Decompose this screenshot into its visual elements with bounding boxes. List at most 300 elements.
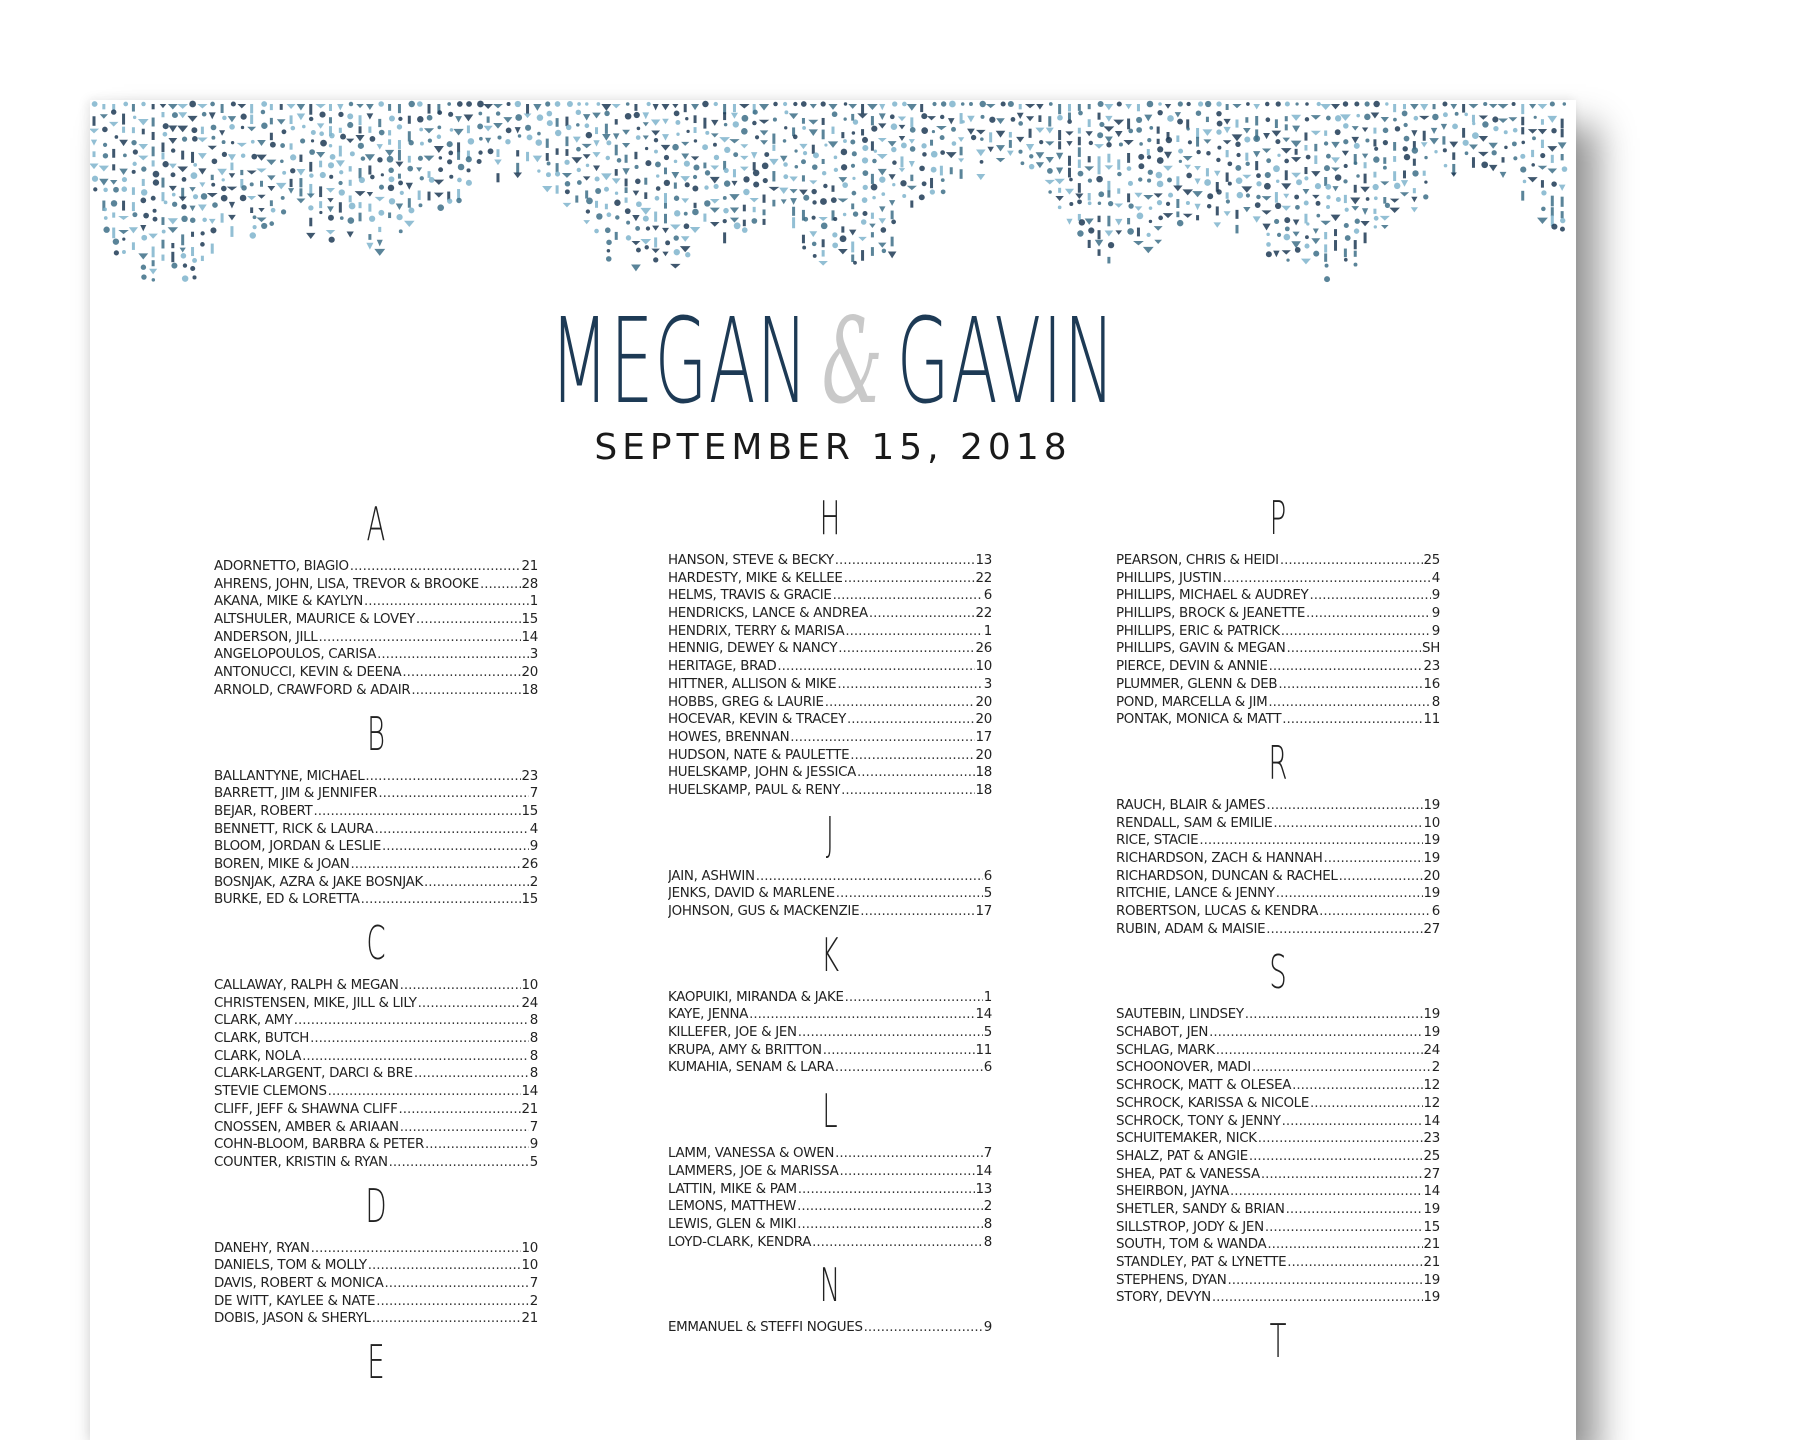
table-number: 15 [521, 803, 538, 819]
guest-entry [214, 821, 538, 839]
dot-leader [1266, 797, 1422, 815]
dot-leader [1249, 1148, 1423, 1166]
guest-name: DANEHY, RYAN [214, 1240, 310, 1256]
dot-leader [833, 587, 983, 605]
section-letter: H [819, 491, 841, 545]
dot-leader [1339, 868, 1423, 886]
guest-entry [1116, 711, 1440, 729]
table-number: 8 [529, 1048, 538, 1064]
guest-name: AKANA, MIKE & KAYLYN [214, 594, 363, 610]
guest-entry [1116, 1095, 1440, 1113]
guest-entry [1116, 1183, 1440, 1201]
dot-leader [361, 891, 521, 909]
dot-leader [1310, 1095, 1423, 1113]
table-number: 7 [529, 1119, 538, 1135]
guest-entry [668, 1163, 992, 1181]
dot-leader [351, 856, 521, 874]
table-number: 6 [983, 868, 992, 884]
table-number: 16 [1423, 676, 1440, 692]
dot-leader [328, 1083, 521, 1101]
table-number: 14 [975, 1007, 992, 1023]
table-number: SH [1422, 641, 1440, 657]
seating-chart-poster [90, 100, 1576, 1440]
guest-entry [668, 1216, 992, 1234]
guest-entry [214, 682, 538, 700]
table-number: 12 [1423, 1095, 1440, 1111]
bride-name: MEGAN [549, 292, 810, 430]
couple-names [402, 292, 1264, 430]
guest-name: CLIFF, JEFF & SHAWNA CLIFF [214, 1101, 398, 1117]
dot-leader [377, 646, 529, 664]
guest-entry [1116, 570, 1440, 588]
guest-name: KILLEFER, JOE & JEN [668, 1025, 797, 1041]
guest-name: LAMMERS, JOE & MARISSA [668, 1163, 839, 1179]
guest-name: KAOPUIKI, MIRANDA & JAKE [668, 989, 844, 1005]
guest-name: RICHARDSON, DUNCAN & RACHEL [1116, 868, 1338, 884]
table-number: 9 [1431, 588, 1440, 604]
table-number: 8 [529, 1031, 538, 1047]
dot-leader [864, 1319, 983, 1337]
guest-entry [668, 868, 992, 886]
section-h [668, 490, 992, 800]
table-number: 17 [975, 729, 992, 745]
dot-leader [1223, 570, 1431, 588]
guest-entry [1116, 1077, 1440, 1095]
dot-leader [1268, 694, 1430, 712]
guest-entry [214, 664, 538, 682]
dot-leader [411, 682, 520, 700]
table-number: 10 [975, 659, 992, 675]
guest-entry [1116, 658, 1440, 676]
table-number: 1 [529, 594, 538, 610]
table-number: 5 [983, 1025, 992, 1041]
guest-name: HOCEVAR, KEVIN & TRACEY [668, 712, 846, 728]
table-number: 2 [1431, 1060, 1440, 1076]
guest-name: HUELSKAMP, JOHN & JESSICA [668, 765, 857, 781]
dot-leader [1286, 640, 1421, 658]
guest-name: DE WITT, KAYLEE & NATE [214, 1293, 376, 1309]
guest-name: ANTONUCCI, KEVIN & DEENA [214, 665, 402, 681]
dot-leader [1309, 587, 1430, 605]
dot-leader [365, 768, 520, 786]
dot-leader [374, 821, 528, 839]
guest-name: SCHROCK, MATT & OLESEA [1116, 1078, 1292, 1094]
dot-leader [1265, 1219, 1423, 1237]
dot-leader [777, 658, 974, 676]
table-number: 24 [521, 995, 538, 1011]
guest-entry [1116, 1059, 1440, 1077]
dot-leader [398, 1101, 520, 1119]
section-letter: T [1269, 1314, 1287, 1369]
section-letter: D [365, 1178, 387, 1233]
table-number: 4 [1431, 570, 1440, 586]
guest-name: HENNIG, DEWEY & NANCY [668, 641, 838, 657]
section-d [214, 1178, 538, 1328]
table-number: 8 [529, 1013, 538, 1029]
guest-entry [214, 1012, 538, 1030]
guest-name: STANDLEY, PAT & LYNETTE [1116, 1255, 1287, 1270]
guest-entry [214, 558, 538, 576]
table-number: 10 [521, 1258, 538, 1274]
section-letter: C [366, 916, 386, 970]
dot-leader [425, 1136, 529, 1154]
guest-name: SILLSTROP, JODY & JEN [1116, 1219, 1264, 1235]
dot-leader [825, 694, 975, 712]
guest-name: HARDESTY, MIKE & KELLEE [668, 570, 843, 586]
guest-entry [668, 570, 992, 588]
dot-leader [798, 1024, 983, 1042]
guest-name: SCHROCK, TONY & JENNY [1116, 1113, 1281, 1129]
table-number: 19 [1423, 1290, 1440, 1306]
guest-name: CNOSSEN, AMBER & ARIAAN [214, 1119, 399, 1135]
dot-leader [1212, 1289, 1423, 1307]
guest-name: PHILLIPS, GAVIN & MEGAN [1116, 641, 1286, 657]
guest-column-2 [668, 490, 992, 1343]
ampersand: & [821, 292, 884, 430]
dot-leader [389, 1154, 529, 1172]
guest-column-3 [1116, 490, 1440, 1375]
table-number: 22 [975, 570, 992, 586]
table-number: 2 [529, 874, 538, 890]
guest-name: PONTAK, MONICA & MATT [1116, 712, 1282, 728]
guest-entry [668, 623, 992, 641]
table-number: 21 [521, 1311, 538, 1327]
guest-entry [668, 1198, 992, 1216]
table-number: 18 [521, 682, 538, 698]
table-number: 2 [983, 1199, 992, 1215]
guest-name: PHILLIPS, BROCK & JEANETTE [1116, 606, 1305, 622]
dot-leader [1286, 1201, 1423, 1219]
dot-leader [835, 552, 975, 570]
guest-name: BURKE, ED & LORETTA [214, 892, 360, 908]
guest-entry [668, 1024, 992, 1042]
guest-column-1 [214, 496, 538, 1396]
table-number: 8 [983, 1216, 992, 1232]
guest-entry [1116, 1201, 1440, 1219]
dot-leader [310, 1030, 529, 1048]
dot-leader [790, 729, 974, 747]
guest-entry [668, 552, 992, 570]
guest-name: CLARK, AMY [214, 1013, 293, 1029]
table-number: 7 [529, 786, 538, 802]
guest-name: BLOOM, JORDAN & LESLIE [214, 839, 382, 855]
table-number: 5 [983, 886, 992, 902]
table-number: 4 [529, 821, 538, 837]
section-e [214, 1334, 538, 1390]
dot-leader [749, 1006, 974, 1024]
guest-entry [214, 1136, 538, 1154]
guest-name: ANGELOPOULOS, CARISA [214, 647, 377, 663]
dot-leader [350, 558, 521, 576]
table-number: 12 [1423, 1078, 1440, 1094]
table-number: 6 [983, 588, 992, 604]
section-p [1116, 490, 1440, 729]
dot-leader [812, 1234, 983, 1252]
section-k [668, 927, 992, 1077]
dot-leader [835, 1145, 983, 1163]
guest-name: SHALZ, PAT & ANGIE [1116, 1148, 1248, 1164]
guest-name: CALLAWAY, RALPH & MEGAN [214, 978, 399, 993]
guest-name: HITTNER, ALLISON & MIKE [668, 676, 837, 692]
guest-name: EMMANUEL & STEFFI NOGUES [668, 1320, 863, 1336]
guest-name: BOSNJAK, AZRA & JAKE BOSNJAK [214, 874, 424, 890]
guest-name: KUMAHIA, SENAM & LARA [668, 1060, 834, 1076]
dot-leader [311, 1240, 521, 1258]
guest-name: HUELSKAMP, PAUL & RENY [668, 782, 841, 798]
guest-name: RAUCH, BLAIR & JAMES [1116, 797, 1266, 813]
dot-leader [313, 803, 520, 821]
guest-entry [668, 676, 992, 694]
guest-entry [1116, 832, 1440, 850]
guest-name: DOBIS, JASON & SHERYL [214, 1311, 371, 1327]
guest-name: STEPHENS, DYAN [1116, 1272, 1227, 1288]
guest-entry [214, 856, 538, 874]
guest-entry [1116, 587, 1440, 605]
guest-name: HOBBS, GREG & LAURIE [668, 694, 824, 710]
table-number: 3 [529, 647, 538, 663]
guest-entry [214, 785, 538, 803]
guest-entry [214, 1065, 538, 1083]
guest-name: SCHLAG, MARK [1116, 1042, 1215, 1058]
guest-entry [668, 640, 992, 658]
dot-leader [1282, 1113, 1423, 1131]
guest-name: CLARK, NOLA [214, 1048, 302, 1064]
dot-leader [1278, 676, 1422, 694]
table-number: 13 [975, 553, 992, 568]
table-number: 2 [529, 1293, 538, 1309]
section-j [668, 806, 992, 921]
table-number: 19 [1423, 1201, 1440, 1217]
section-letter: J [825, 806, 835, 861]
dot-leader [1287, 1254, 1422, 1272]
guest-entry [214, 768, 538, 786]
table-number: 8 [983, 1234, 992, 1250]
dot-leader [1319, 903, 1431, 921]
table-number: 21 [521, 559, 538, 574]
guest-name: ANDERSON, JILL [214, 629, 318, 645]
table-number: 6 [1431, 904, 1440, 919]
dot-leader [1266, 921, 1422, 939]
table-number: 27 [1423, 921, 1440, 937]
guest-entry [668, 1006, 992, 1024]
guest-name: RICHARDSON, ZACH & HANNAH [1116, 850, 1323, 866]
dot-leader [797, 1216, 983, 1234]
guest-name: STORY, DEVYN [1116, 1290, 1211, 1306]
section-n [668, 1257, 992, 1337]
guest-name: BEJAR, ROBERT [214, 803, 313, 819]
table-number: 17 [975, 904, 992, 919]
dot-leader [756, 868, 983, 886]
table-number: 25 [1423, 1148, 1440, 1164]
guest-entry [668, 989, 992, 1007]
guest-entry [214, 576, 538, 594]
guest-entry [1116, 797, 1440, 815]
table-number: 20 [975, 747, 992, 763]
dot-leader [1323, 850, 1422, 868]
guest-name: SHEA, PAT & VANESSA [1116, 1166, 1260, 1182]
guest-entry [668, 1319, 992, 1337]
guest-name: BARRETT, JIM & JENNIFER [214, 786, 378, 802]
dot-leader [384, 1275, 528, 1293]
table-number: 3 [983, 676, 992, 692]
guest-name: KAYE, JENNA [668, 1007, 749, 1023]
table-number: 15 [1423, 1219, 1440, 1235]
guest-entry [1116, 1113, 1440, 1131]
guest-name: RITCHIE, LANCE & JENNY [1116, 886, 1275, 902]
guest-entry [214, 1119, 538, 1137]
guest-name: AHRENS, JOHN, LISA, TREVOR & BROOKE [214, 576, 479, 592]
dot-leader [400, 1119, 529, 1137]
guest-entry [668, 1042, 992, 1060]
guest-entry [214, 1310, 538, 1328]
guest-name: LEWIS, GLEN & MIKI [668, 1216, 797, 1232]
guest-entry [1116, 640, 1440, 658]
dot-leader [1258, 1130, 1423, 1148]
table-number: 11 [975, 1042, 992, 1058]
section-letter: R [1268, 735, 1288, 790]
guest-name: PIERCE, DEVIN & ANNIE [1116, 659, 1268, 675]
dot-leader [318, 629, 520, 647]
guest-name: JAIN, ASHWIN [668, 868, 755, 884]
table-number: 7 [529, 1275, 538, 1291]
dot-leader [1292, 1077, 1422, 1095]
guest-entry [214, 629, 538, 647]
section-letter: N [819, 1258, 841, 1313]
dot-leader [835, 1059, 983, 1077]
table-number: 7 [983, 1146, 992, 1162]
guest-name: HELMS, TRAVIS & GRACIE [668, 588, 832, 604]
table-number: 14 [975, 1163, 992, 1179]
guest-name: COUNTER, KRISTIN & RYAN [214, 1154, 388, 1170]
guest-entry [214, 1275, 538, 1293]
table-number: 19 [1423, 833, 1440, 849]
guest-entry [668, 903, 992, 921]
dot-leader [378, 785, 528, 803]
dot-leader [844, 570, 975, 588]
guest-entry [668, 1181, 992, 1199]
guest-entry [214, 1083, 538, 1101]
guest-entry [214, 1048, 538, 1066]
table-number: 27 [1423, 1166, 1440, 1182]
guest-name: SHEIRBON, JAYNA [1116, 1184, 1229, 1200]
guest-entry [1116, 921, 1440, 939]
guest-name: PHILLIPS, JUSTIN [1116, 570, 1222, 586]
guest-entry [668, 605, 992, 623]
guest-entry [1116, 1148, 1440, 1166]
table-number: 28 [521, 576, 538, 592]
dot-leader [1261, 1166, 1423, 1184]
guest-entry [668, 587, 992, 605]
guest-name: PHILLIPS, MICHAEL & AUDREY [1116, 588, 1309, 604]
guest-entry [668, 658, 992, 676]
table-number: 11 [1423, 712, 1440, 728]
guest-name: SCHABOT, JEN [1116, 1025, 1209, 1041]
table-number: 19 [1423, 886, 1440, 902]
table-number: 15 [521, 892, 538, 908]
guest-entry [668, 1059, 992, 1077]
guest-entry [1116, 1166, 1440, 1184]
table-number: 20 [1423, 868, 1440, 884]
dot-leader [1280, 552, 1423, 570]
guest-entry [668, 694, 992, 712]
table-number: 24 [1423, 1042, 1440, 1058]
guest-entry [668, 764, 992, 782]
guest-entry [668, 747, 992, 765]
table-number: 6 [983, 1060, 992, 1076]
table-number: 18 [975, 782, 992, 798]
guest-entry [1116, 885, 1440, 903]
guest-entry [1116, 623, 1440, 641]
guest-entry [214, 1030, 538, 1048]
guest-name: LATTIN, MIKE & PAM [668, 1181, 797, 1197]
guest-name: SCHROCK, KARISSA & NICOLE [1116, 1095, 1310, 1111]
guest-entry [1116, 1236, 1440, 1254]
dot-leader [294, 1012, 529, 1030]
table-number: 23 [521, 768, 538, 784]
table-number: 14 [521, 1084, 538, 1100]
dot-leader [400, 977, 521, 995]
section-s [1116, 944, 1440, 1307]
dot-leader [402, 664, 520, 682]
guest-entry [214, 1154, 538, 1172]
dot-leader [837, 676, 982, 694]
dot-leader [845, 623, 982, 641]
table-number: 10 [521, 1240, 538, 1256]
guest-entry [1116, 1130, 1440, 1148]
table-number: 14 [1423, 1184, 1440, 1200]
guest-name: JENKS, DAVID & MARLENE [668, 886, 835, 902]
guest-entry [214, 1240, 538, 1258]
guest-name: BALLANTYNE, MICHAEL [214, 768, 365, 784]
guest-entry [1116, 850, 1440, 868]
table-number: 14 [521, 629, 538, 645]
guest-entry [1116, 1219, 1440, 1237]
table-number: 13 [975, 1181, 992, 1197]
guest-name: SCHUITEMAKER, NICK [1116, 1131, 1257, 1147]
guest-name: BENNETT, RICK & LAURA [214, 821, 374, 837]
guest-name: PLUMMER, GLENN & DEB [1116, 676, 1278, 692]
guest-name: CHRISTENSEN, MIKE, JILL & LILY [214, 995, 417, 1011]
dot-leader [845, 989, 983, 1007]
guest-entry [214, 1257, 538, 1275]
table-number: 9 [529, 1137, 538, 1153]
guest-name: HERITAGE, BRAD [668, 659, 777, 675]
guest-name: RICE, STACIE [1116, 833, 1199, 849]
guest-entry [668, 729, 992, 747]
guest-name: COHN-BLOOM, BARBRA & PETER [214, 1137, 425, 1153]
guest-entry [214, 995, 538, 1013]
section-l [668, 1083, 992, 1251]
guest-name: POND, MARCELLA & JIM [1116, 694, 1268, 710]
table-number: 9 [1431, 623, 1440, 639]
section-r [1116, 735, 1440, 939]
guest-name: ALTSHULER, MAURICE & LOVEY [214, 612, 415, 628]
guest-entry [668, 1234, 992, 1252]
section-letter: L [822, 1084, 838, 1139]
dot-leader [368, 1257, 521, 1275]
guest-entry [214, 611, 538, 629]
dot-leader [480, 576, 521, 594]
guest-entry [1116, 1289, 1440, 1307]
guest-entry [1116, 868, 1440, 886]
dot-leader [1230, 1183, 1423, 1201]
table-number: 19 [1423, 1007, 1440, 1023]
dot-leader [1267, 1236, 1422, 1254]
guest-name: SCHOONOVER, MADI [1116, 1060, 1251, 1076]
guest-name: CLARK, BUTCH [214, 1031, 310, 1047]
dot-leader [1306, 605, 1431, 623]
dot-leader [416, 611, 521, 629]
